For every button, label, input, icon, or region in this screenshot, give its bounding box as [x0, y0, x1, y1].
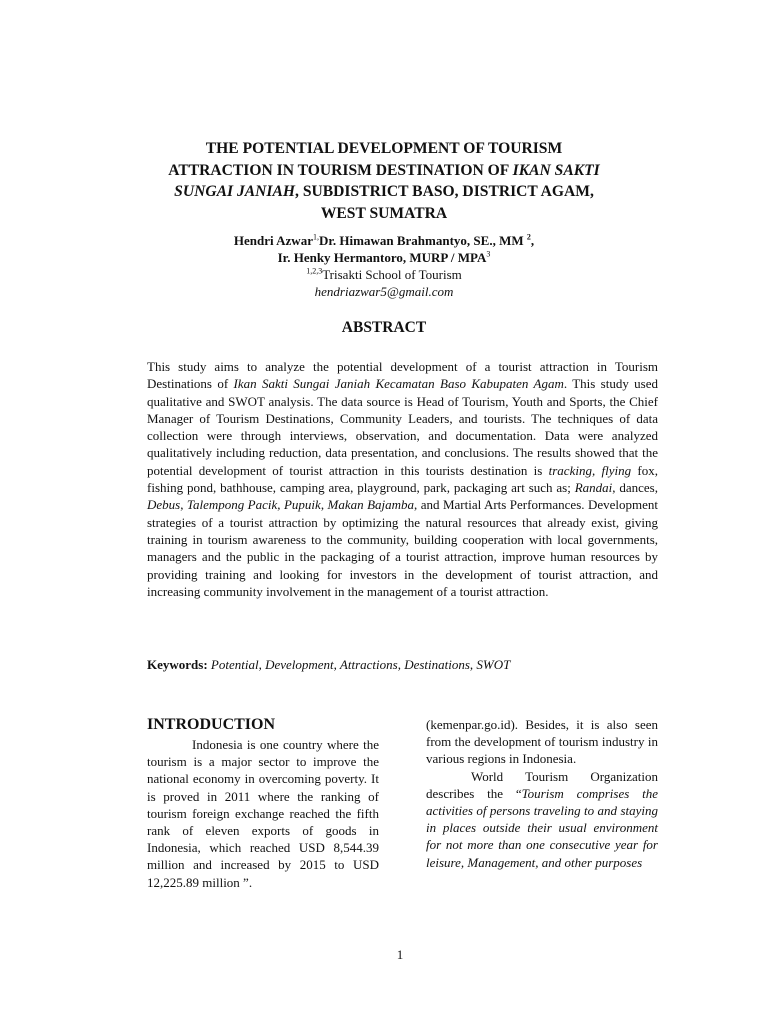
affiliation: Trisakti School of Tourism: [322, 267, 462, 282]
introduction-paragraph-2: (kemenpar.go.id). Besides, it is also seen from the development of tourism industry in various regions in Indonesia.: [426, 717, 658, 767]
author-sep-1: ,: [316, 232, 319, 242]
title-line-2: ATTRACTION IN TOURISM DESTINATION OF: [168, 161, 513, 179]
keywords: [147, 656, 658, 673]
abstract-body: [147, 358, 658, 600]
abstract-text-1: This study aims to analyze the potential development of a tourist attraction in Tourism Destinations of: [147, 359, 658, 392]
author-1: Hendri Azwar: [233, 233, 313, 248]
keywords-label: Keywords:: [147, 657, 208, 672]
author-2-sup: 2: [526, 232, 531, 242]
abstract-italic-4: Debus: [147, 497, 181, 513]
introduction-heading: INTRODUCTION: [147, 716, 276, 733]
author-2: Dr. Himawan Brahmantyo, SE., MM: [318, 233, 527, 248]
title-line-3-italic: SUNGAI JANIAH: [174, 183, 296, 200]
abstract-heading: ABSTRACT: [341, 319, 427, 336]
abstract-italic-1: Ikan Sakti Sungai Janiah Kecamatan Baso Kabupaten Agam: [233, 376, 564, 392]
page-number: 1: [396, 947, 404, 962]
abstract-italic-5: Talempong Pacik, Pupuik: [186, 497, 321, 513]
abstract-italic-6: Makan Bajamba: [327, 497, 415, 513]
title-line-1: THE POTENTIAL DEVELOPMENT OF TOURISM: [205, 140, 563, 157]
introduction-paragraph-3-italic: Tourism comprises the activities of persons traveling to and staying in places outside their usual environment for not more than one consecutive year for leisure, Management, and other purposes: [426, 785, 658, 870]
introduction-paragraph-3: [426, 768, 658, 871]
author-3-sup: 3: [486, 249, 491, 259]
abstract-text-7: , and Martial Arts Performances. Development strategies of a tourist attraction by optimizing the natural resources that already exist, giving training in tourism awareness to the community, building cooperation with local governments, managers and the public in the packaging of a tourist attraction, improve human resources by providing training and looking for investors in the development of tourist attraction, and increasing community involvement in the management of a tourist attraction.: [147, 497, 658, 599]
keywords-value: Potential, Development, Attractions, Destinations, SWOT: [207, 657, 511, 672]
abstract-text-2: . This study used qualitative and SWOT analysis. The data source is Head of Tourism, Youth and Sports, the Chief Manager of Tourism Destinations, Community Leaders, and tourists. The techniques of data collection were through interviews, observation, and documentation. Data were analyzed qualitatively including reduction, data presentation, and conclusions. The results showed that the potential development of tourist attraction in this tourists destination is: [147, 376, 658, 478]
abstract-italic-2: tracking, flying: [548, 462, 632, 478]
title-line-4: WEST SUMATRA: [320, 204, 448, 222]
abstract-paragraph: [147, 358, 658, 600]
column-right: [426, 716, 658, 871]
paper-title: [130, 138, 638, 224]
abstract-text-4: , dances,: [612, 480, 658, 496]
affiliation-sup: 1,2,3: [306, 266, 323, 276]
title-line-3: , SUBDISTRICT BASO, DISTRICT AGAM,: [295, 183, 594, 200]
abstract-italic-3: Randai: [574, 480, 613, 496]
abstract-text-6: ,: [320, 497, 328, 513]
author-sep-2: ,: [530, 233, 535, 248]
introduction-paragraph-1: Indonesia is one country where the tourism is a major sector to improve the national economy in overcoming poverty. It is proved in 2011 where the ranking of tourism foreign exchange reached the fifth rank of eleven exports of goods in Indonesia, which reached USD 8,544.39 million and increased by 2015 to USD 12,225.89 million ”.: [147, 737, 379, 890]
author-block: [120, 232, 648, 300]
author-1-sup: 1: [312, 232, 317, 242]
introduction-paragraph-3-text: World Tourism Organization describes the “: [426, 768, 658, 801]
abstract-text-3: fox, fishing pond, bathhouse, camping area, playground, park, packaging art such as;: [147, 462, 658, 496]
author-3: Ir. Henky Hermantoro, MURP / MPA: [277, 250, 487, 265]
abstract-text-5: ,: [180, 497, 187, 513]
title-line-2-italic: IKAN SAKTI: [512, 161, 600, 179]
author-email: hendriazwar5@gmail.com: [314, 284, 454, 299]
column-left: [147, 715, 379, 891]
